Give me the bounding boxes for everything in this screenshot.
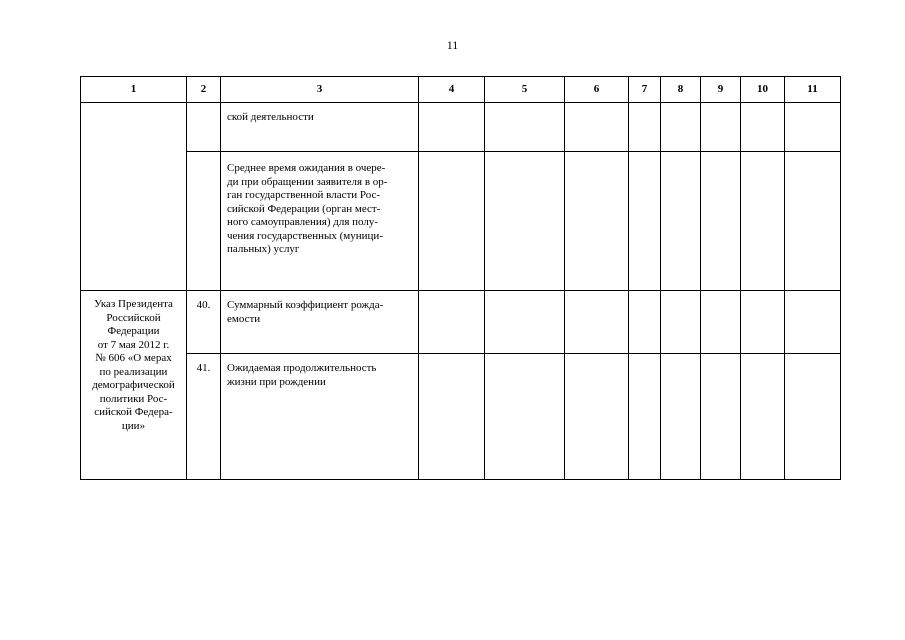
table-row [81, 152, 841, 291]
data-cell [629, 152, 661, 291]
data-cell [485, 291, 565, 354]
data-cell [785, 291, 841, 354]
indicator-line: ской деятельности [227, 111, 314, 123]
data-cell [701, 103, 741, 152]
indicator-line: ного самоуправления) для полу- [227, 216, 379, 228]
data-cell [419, 354, 485, 480]
data-cell [785, 103, 841, 152]
data-cell [741, 152, 785, 291]
indicator-cell [221, 354, 419, 480]
data-cell [485, 152, 565, 291]
legal-basis-line: от 7 мая 2012 г. [97, 338, 170, 351]
data-cell [629, 103, 661, 152]
empty-cell [81, 103, 187, 291]
indicator-line: Ожидаемая продолжительность [227, 362, 377, 374]
data-cell [661, 152, 701, 291]
indicator-line: ган государственной власти Рос- [227, 189, 381, 201]
column-header: 1 [81, 77, 187, 103]
data-cell [485, 103, 565, 152]
data-cell [741, 103, 785, 152]
indicator-line: чения государственных (муници- [227, 229, 383, 242]
indicator-line: пальных) услуг [227, 243, 300, 255]
column-header: 7 [629, 77, 661, 103]
column-header: 10 [741, 77, 785, 103]
indicator-cell [221, 152, 419, 291]
table-row [81, 354, 841, 480]
legal-basis-line: № 606 «О мерах [95, 352, 172, 364]
row-number-cell: 41. [187, 354, 221, 480]
data-cell [419, 103, 485, 152]
page-number: 11 [446, 38, 459, 52]
column-header: 5 [485, 77, 565, 103]
data-cell [701, 152, 741, 291]
row-number-cell [187, 152, 221, 291]
row-number-cell [187, 103, 221, 152]
indicator-line: жизни при рождении [227, 375, 326, 388]
data-cell [741, 354, 785, 480]
data-cell [661, 354, 701, 480]
data-cell [785, 152, 841, 291]
data-cell [629, 291, 661, 354]
legal-basis-cell [81, 291, 187, 480]
data-cell [701, 354, 741, 480]
legal-basis-line: по реализации [99, 365, 168, 378]
legal-basis-line: политики Рос- [99, 392, 168, 405]
indicators-table [80, 76, 841, 480]
indicator-line: емости [227, 312, 261, 325]
data-cell [565, 152, 629, 291]
indicator-cell [221, 103, 419, 152]
legal-basis-line: Федерации [107, 325, 160, 337]
column-header: 2 [187, 77, 221, 103]
column-header: 11 [785, 77, 841, 103]
column-header: 6 [565, 77, 629, 103]
data-cell [419, 152, 485, 291]
data-cell [419, 291, 485, 354]
data-cell [565, 354, 629, 480]
column-header: 3 [221, 77, 419, 103]
table-row [81, 291, 841, 354]
data-cell [485, 354, 565, 480]
header-row [81, 77, 841, 103]
column-header: 9 [701, 77, 741, 103]
legal-basis-line: ции» [121, 419, 146, 432]
data-cell [565, 103, 629, 152]
legal-basis-line: сийской Федера- [94, 406, 173, 418]
legal-basis-line: демографической [92, 379, 175, 391]
data-cell [741, 291, 785, 354]
data-cell [701, 291, 741, 354]
column-header: 8 [661, 77, 701, 103]
data-cell [629, 354, 661, 480]
indicator-line: Среднее время ожидания в очере- [227, 162, 386, 174]
legal-basis-line: Российской [106, 311, 161, 324]
indicator-line: ди при обращении заявителя в ор- [227, 175, 388, 188]
column-header: 4 [419, 77, 485, 103]
data-cell [661, 291, 701, 354]
data-cell [565, 291, 629, 354]
legal-basis-line: Указ Президента [94, 298, 173, 310]
indicator-line: Суммарный коэффициент рожда- [227, 299, 384, 311]
indicator-line: сийской Федерации (орган мест- [227, 202, 381, 215]
data-cell [785, 354, 841, 480]
indicator-cell [221, 291, 419, 354]
table-row [81, 103, 841, 152]
row-number-cell: 40. [187, 291, 221, 354]
data-cell [661, 103, 701, 152]
